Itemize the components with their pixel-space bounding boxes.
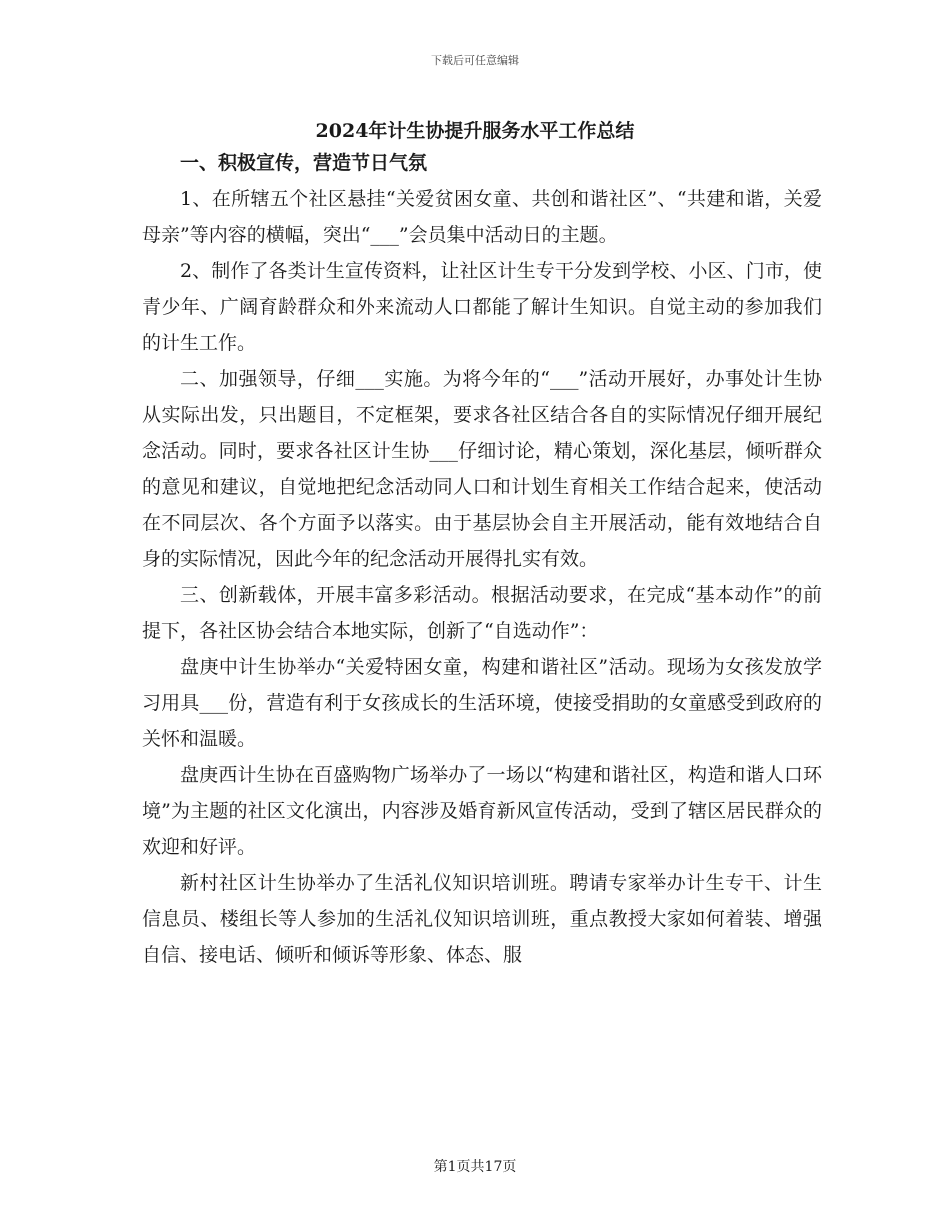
- paragraph: 二、加强领导，仔细___实施。为将今年的“___”活动开展好，办事处计生协从实际出发，只出题目，不定框架，要求各社区结合各自的实际情况仔细开展纪念活动。同时，要求各社区计生协___仔细讨论，精心策划，深化基层，倾听群众的意见和建议，自觉地把纪念活动同人口和计划生育相关工作结合起来，使活动在不同层次、各个方面予以落实。由于基层协会自主开展活动，能有效地结合自身的实际情况，因此今年的纪念活动开展得扎实有效。: [142, 368, 822, 570]
- document-body: [142, 145, 822, 973]
- paragraph: 盘庚西计生协在百盛购物广场举办了一场以“构建和谐社区，构造和谐人口环境”为主题的社区文化演出，内容涉及婚育新风宣传活动，受到了辖区居民群众的欢迎和好评。: [142, 764, 822, 858]
- document-title: 2024年计生协提升服务水平工作总结: [315, 120, 635, 142]
- paragraph: 1、在所辖五个社区悬挂“关爱贫困女童、共创和谐社区”、“共建和谐，关爱母亲”等内容的横幅，突出“___”会员集中活动日的主题。: [142, 188, 822, 246]
- paragraph: 2、制作了各类计生宣传资料，让社区计生专干分发到学校、小区、门市，使青少年、广阔育龄群众和外来流动人口都能了解计生知识。自觉主动的参加我们的计生工作。: [142, 260, 822, 354]
- paragraph: 新村社区计生协举办了生活礼仪知识培训班。聘请专家举办计生专干、计生信息员、楼组长等人参加的生活礼仪知识培训班，重点教授大家如何着装、增强自信、接电话、倾听和倾诉等形象、体态、服: [142, 872, 822, 966]
- paragraph: 三、创新载体，开展丰富多彩活动。根据活动要求，在完成“基本动作”的前提下，各社区协会结合本地实际，创新了“自选动作”：: [142, 584, 822, 642]
- page-number: 第1页共17页: [433, 1159, 517, 1175]
- paragraph: 盘庚中计生协举办“关爱特困女童，构建和谐社区”活动。现场为女孩发放学习用具___份，营造有利于女孩成长的生活环境，使接受捐助的女童感受到政府的关怀和温暖。: [142, 656, 822, 750]
- page-header: 下载后可任意编辑: [431, 54, 519, 67]
- section-heading: 一、积极宣传，营造节日气氛: [180, 152, 428, 174]
